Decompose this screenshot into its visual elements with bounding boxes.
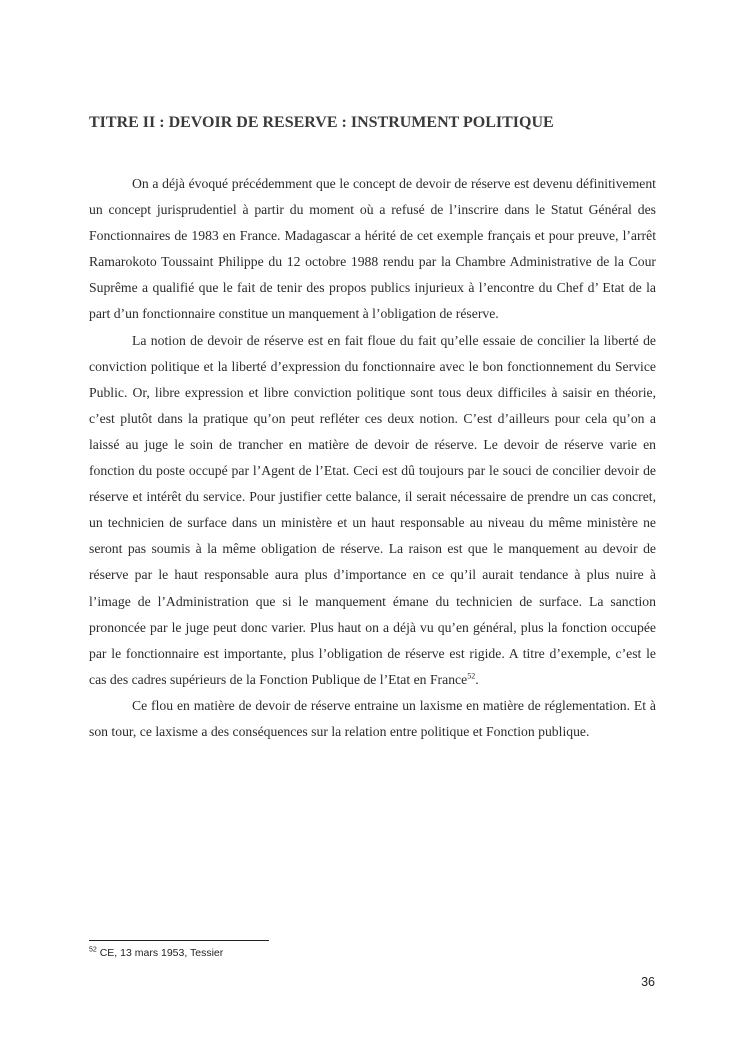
page-number: 36	[641, 975, 655, 989]
paragraph-2-tail: .	[475, 671, 479, 687]
paragraph-1	[89, 171, 656, 328]
footnote-separator	[89, 940, 269, 941]
paragraph-2	[89, 328, 656, 693]
body-text	[89, 171, 656, 745]
footnote-reference[interactable]: 52	[467, 671, 476, 681]
paragraph-3-text: Ce flou en matière de devoir de réserve entraine un laxisme en matière de réglementation. Et à son tour, ce laxisme a des conséquences sur la relation entre politique et Fonction publique.	[89, 697, 656, 739]
paragraph-1-text: On a déjà évoqué précédemment que le concept de devoir de réserve est devenu définitivement un concept jurisprudentiel à partir du moment où a refusé de l’inscrire dans le Statut Général des Fonctionnaires de 1983 en France. Madagascar a hérité de cet exemple français et pour preuve, l’arrêt Ramarokoto Toussaint Philippe du 12 octobre 1988 rendu par la Chambre Administrative de la Cour Suprême a qualifié que le fait de tenir des propos publics injurieux à l’encontre du Chef d’ Etat de la part d’un fonctionnaire constitue un manquement à l’obligation de réserve.	[89, 176, 656, 322]
footnote-text: CE, 13 mars 1953, Tessier	[96, 947, 224, 959]
paragraph-3	[89, 693, 656, 745]
footnote-number: 52	[89, 946, 97, 954]
section-title: TITRE II : DEVOIR DE RESERVE : INSTRUMENT POLITIQUE	[89, 114, 554, 131]
footnote	[89, 947, 223, 959]
paragraph-2-text: La notion de devoir de réserve est en fait floue du fait qu’elle essaie de concilier la liberté de conviction politique et la liberté d’expression du fonctionnaire avec le bon fonctionnement du Service Public. Or, libre expression et libre conviction politique sont tous deux difficiles à saisir en théorie, c’est plutôt dans la pratique qu’on peut refléter ces deux notion. C’est d’ailleurs pour cela qu’on a laissé au juge le soin de trancher en matière de devoir de réserve. Le devoir de réserve varie en fonction du poste occupé par l’Agent de l’Etat. Ceci est dû toujours par le souci de concilier devoir de réserve et intérêt du service. Pour justifier cette balance, il serait nécessaire de prendre un cas concret, un technicien de surface dans un ministère et un haut responsable au niveau du même ministère ne seront pas soumis à la même obligation de réserve. La raison est que le manquement au devoir de réserve par le haut responsable aura plus d’importance en ce qu’il aurait tendance à plus nuire à l’image de l’Administration que si le manquement émane du technicien de surface. La sanction prononcée par le juge peut donc varier. Plus haut on a déjà vu qu’en général, plus la fonction occupée par le fonctionnaire est importante, plus l’obligation de réserve est rigide. A titre d’exemple, c’est le cas des cadres supérieurs de la Fonction Publique de l’Etat en France	[89, 332, 656, 687]
